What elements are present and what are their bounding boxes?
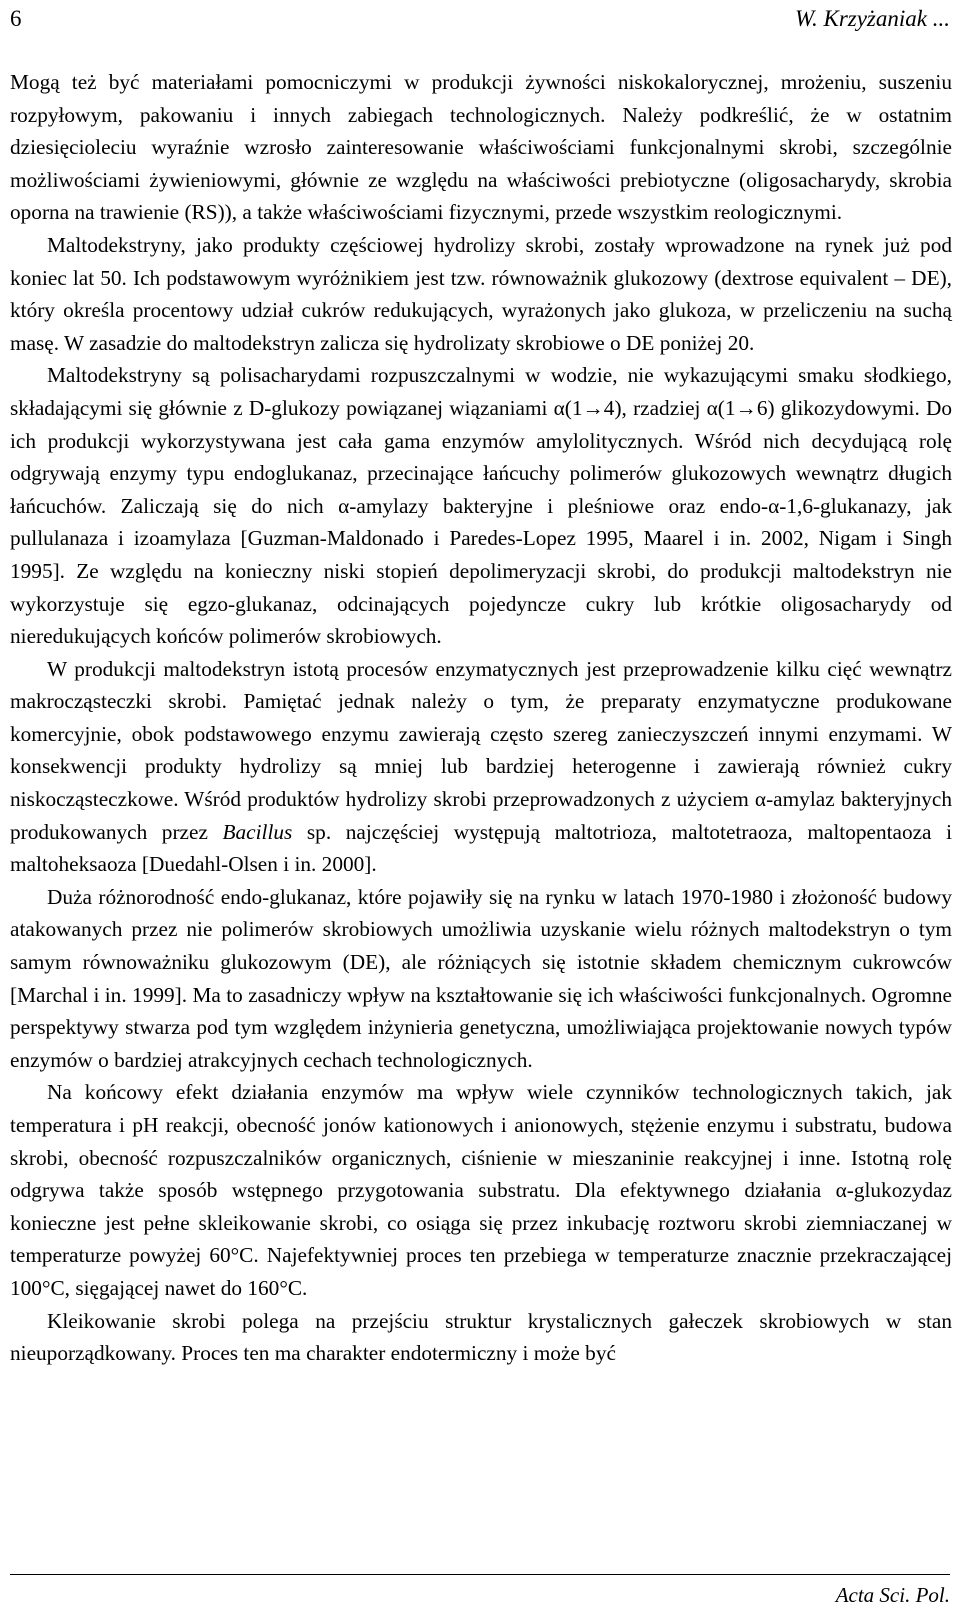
paragraph-1: Mogą też być materiałami pomocniczymi w produkcji żywności niskokalorycznej, mrożeniu, suszeniu rozpyłowym, pakowaniu i innych zabiegach technologicznych. Należy podkreślić, że w ostatnim dziesięcioleciu wyraźnie wzrosło zainteresowanie właściwościami funkcjonalnymi skrobi, szczególnie możliwościami żywieniowymi, głównie ze względu na właściwości prebiotyczne (oligosacharydy, skrobia oporna na trawienie (RS)), a także właściwościami fizycznymi, przede wszystkim reologicznymi. xyxy=(10,70,952,225)
paragraph-7: Kleikowanie skrobi polega na przejściu struktur krystalicznych gałeczek skrobiowych w stan nieuporządkowany. Proces ten ma charakter endotermiczny i może być xyxy=(10,1308,952,1366)
paragraph-3: Maltodekstryny są polisacharydami rozpuszczalnymi w wodzie, nie wykazującymi smaku słodkiego, składającymi się głównie z D-glukozy powiązanej wiązaniami α(1→4), rzadziej α(1→6) glikozydowymi. Do ich produkcji wykorzystywana jest cała gama enzymów amylolitycznych. Wśród nich decydującą rolę odgrywają enzymy typu endoglukanaz, przecinające łańcuchy polimerów glukozowych wewnątrz długich łańcuchów. Zaliczają się do nich α-amylazy bakteryjne i pleśniowe oraz endo-α-1,6-glukanazy, jak pullulanaza i izoamylaza [Guzman-Maldonado i Paredes-Lopez 1995, Maarel i in. 2002, Nigam i Singh 1995]. Ze względu na konieczny niski stopień depolimeryzacji skrobi, do produkcji maltodekstryn nie wykorzystuje się egzo-glukanaz, odcinających pojedyncze cukry lub krótkie oligosacharydy od nieredukujących końców polimerów skrobiowych. xyxy=(10,363,952,649)
journal-footer: Acta Sci. Pol. xyxy=(835,1583,950,1607)
paragraph-6: Na końcowy efekt działania enzymów ma wpływ wiele czynników technologicznych takich, jak temperatura i pH reakcji, obecność jonów kationowych i anionowych, stężenie enzymu i substratu, budowa skrobi, obecność rozpuszczalników organicznych, ciśnienie w mieszaninie reakcyjnej i inne. Istotną rolę odgrywa także sposób wstępnego przygotowania substratu. Dla efektywnego działania α-glukozydaz konieczne jest pełne skleikowanie skrobi, co osiąga się przez inkubację roztworu skrobi ziemniaczanej w temperaturze powyżej 60°C. Najefektywniej proces ten przebiega w temperaturze znacznie przekraczającej 100°C, sięgającej nawet do 160°C. xyxy=(10,1080,952,1300)
paragraph-4-tail: sp. najczęściej występują maltotrioza, maltotetraoza, maltopentaoza i maltoheksaoza [Duedahl-Olsen i in. 2000]. xyxy=(10,819,953,877)
footer-rule xyxy=(10,1574,950,1575)
paragraph-4 xyxy=(10,653,952,881)
paragraph-5: Duża różnorodność endo-glukanaz, które pojawiły się na rynku w latach 1970-1980 i złożoność budowy atakowanych przez nie polimerów skrobiowych umożliwia uzyskanie wielu różnych maltodekstryn o tym samym równoważniku glukozowym (DE), ale różniących się istotnie składem chemicznym cukrowców [Marchal i in. 1999]. Ma to zasadniczy wpływ na kształtowanie się ich właściwości funkcjonalnych. Ogromne perspektywy stwarza pod tym względem inżynieria genetyczna, umożliwiająca projektowanie nowych typów enzymów o bardziej atrakcyjnych cechach technologicznych. xyxy=(10,884,952,1072)
article-body xyxy=(10,66,952,1370)
page-header xyxy=(10,4,950,40)
paragraph-2: Maltodekstryny, jako produkty częściowej hydrolizy skrobi, zostały wprowadzone na rynek już pod koniec lat 50. Ich podstawowym wyróżnikiem jest tzw. równoważnik glukozowy (dextrose equivalent – DE), który określa procentowy udział cukrów redukujących, wyrażonych jako glukoza, w przeliczeniu na suchą masę. W zasadzie do maltodekstryn zalicza się hydrolizaty skrobiowe o DE poniżej 20. xyxy=(10,232,952,355)
page-number: 6 xyxy=(10,6,22,31)
paragraph-4-text: W produkcji maltodekstryn istotą procesów enzymatycznych jest przeprowadzenie kilku cięć wewnątrz makrocząsteczki skrobi. Pamiętać jednak należy o tym, że preparaty enzymatyczne produkowane komercyjnie, obok podstawowego enzymu zawierają często szereg zanieczyszczeń innymi enzymami. W konsekwencji produkty hydrolizy są mniej lub bardziej heterogenne i zawierają również cukry niskocząsteczkowe. Wśród produktów hydrolizy skrobi przeprowadzonych z użyciem α-amylaz bakteryjnych produkowanych przez xyxy=(10,656,952,844)
bacillus-genus: Bacillus xyxy=(222,819,293,844)
running-head: W. Krzyżaniak ... xyxy=(794,6,950,31)
